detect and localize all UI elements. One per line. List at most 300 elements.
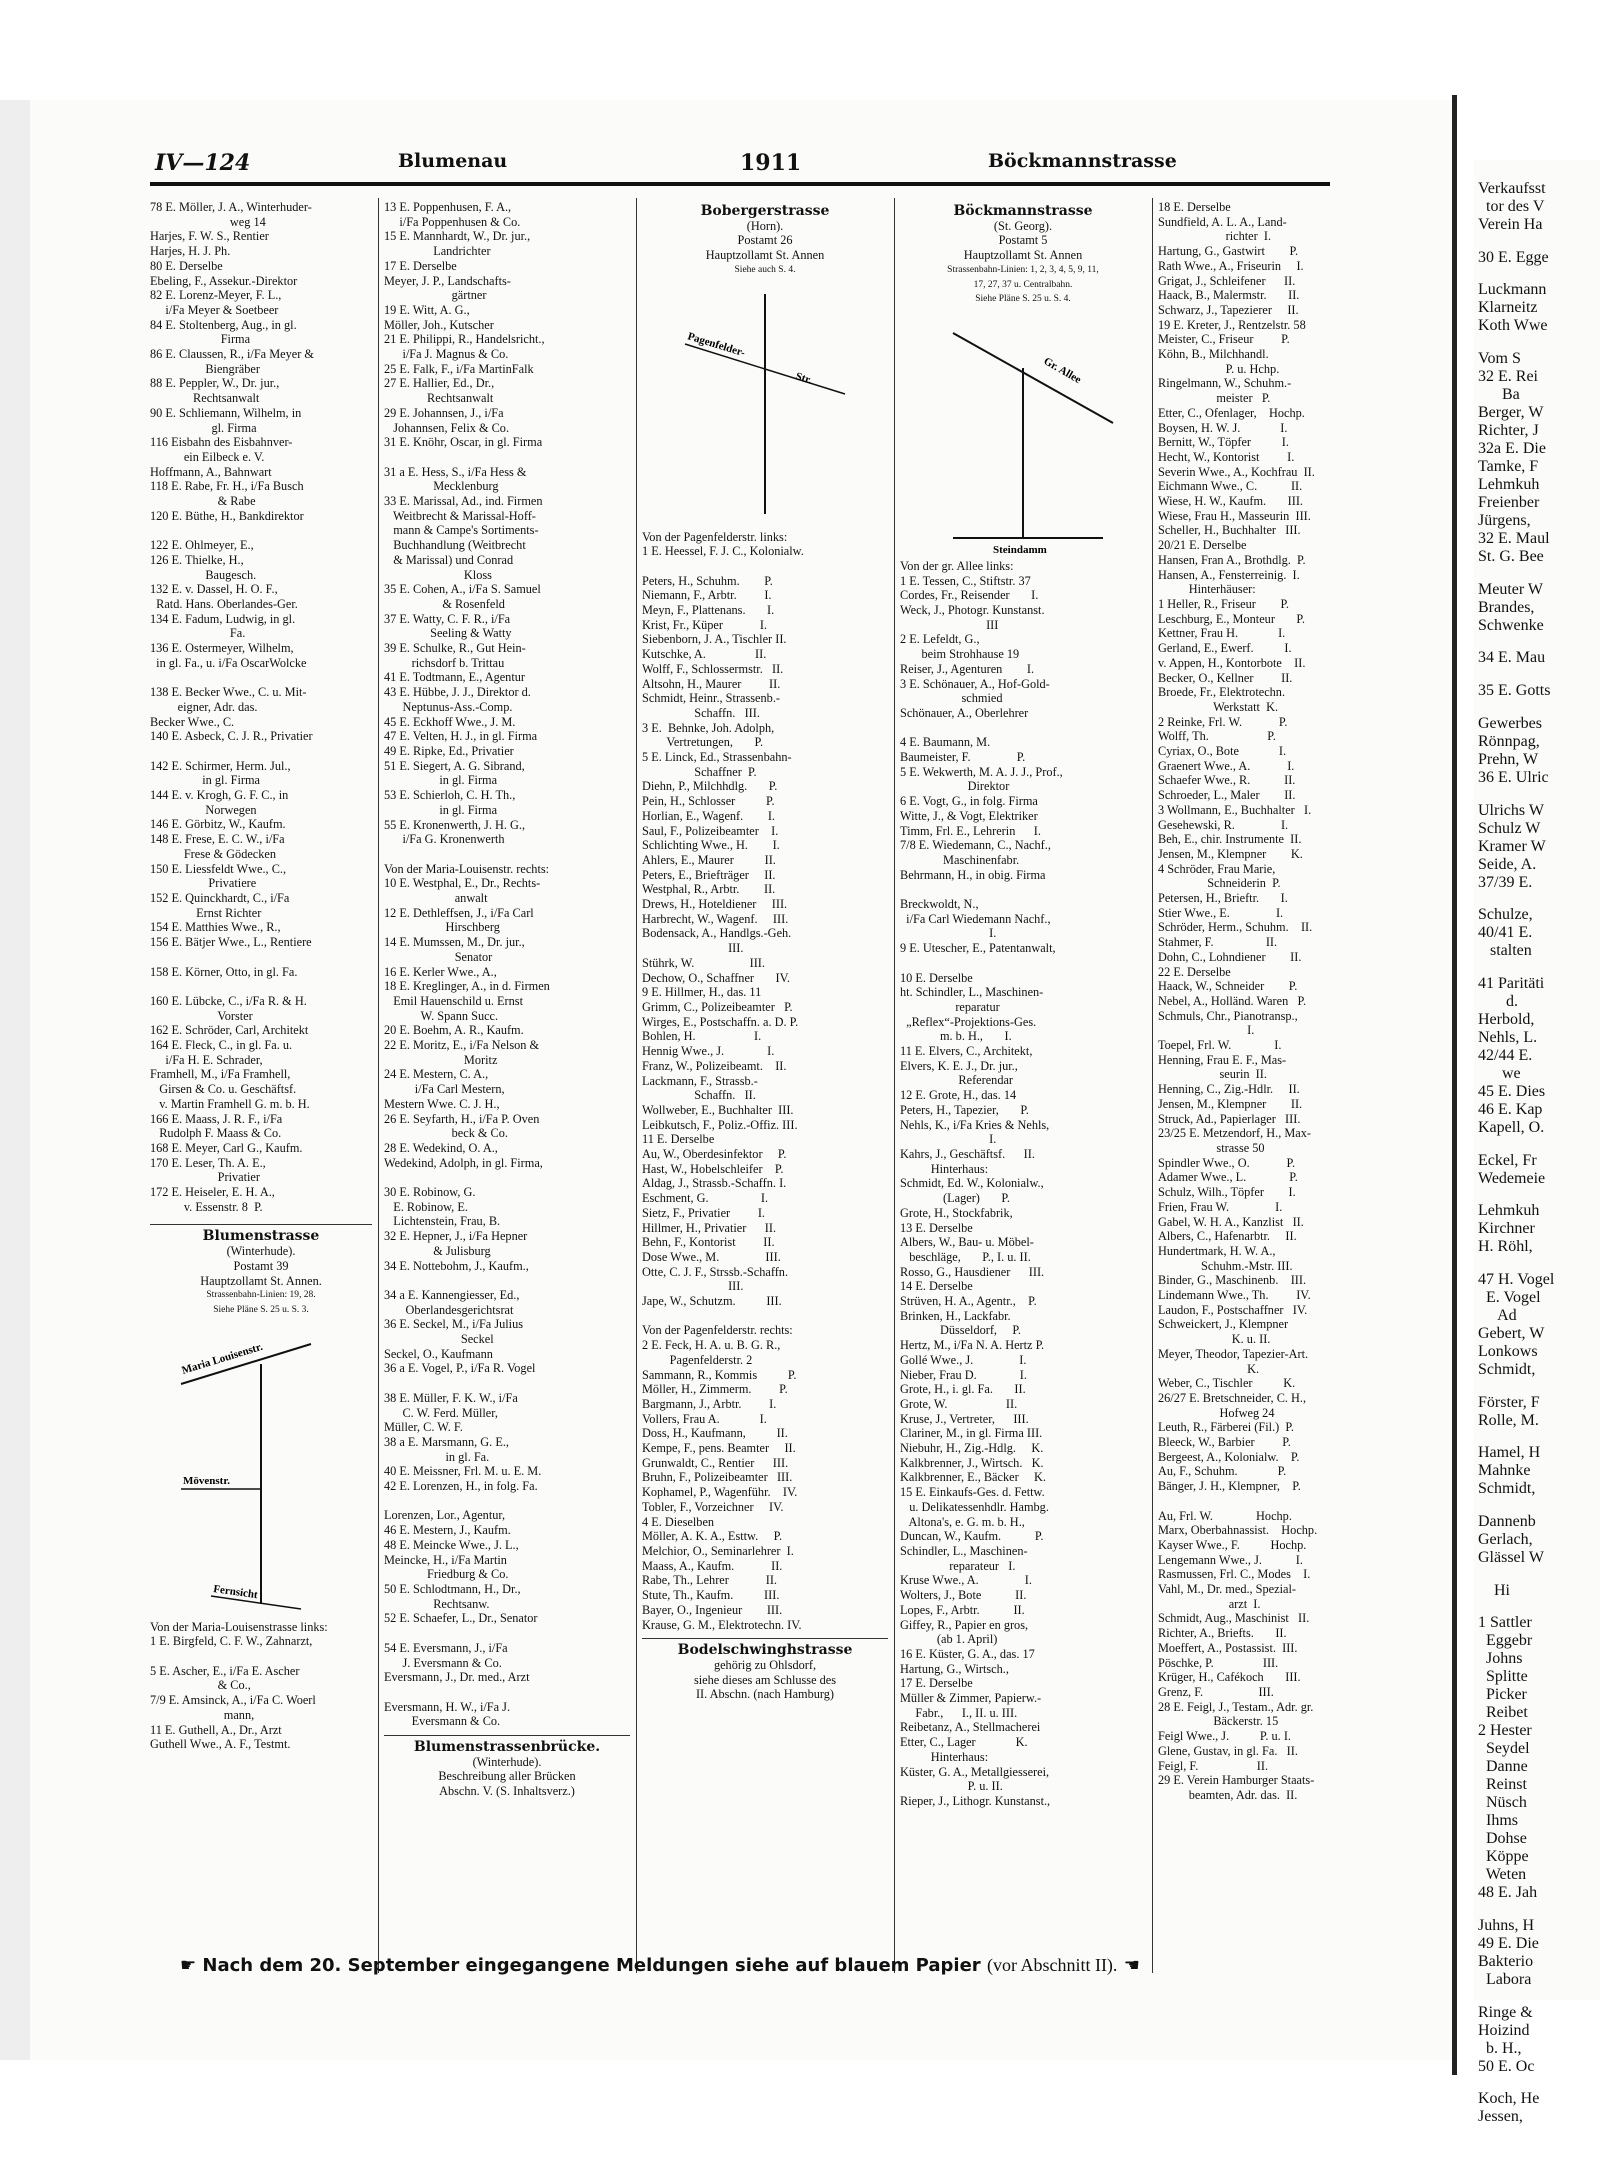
directory-line: Peters, H., Tapezier, P.: [900, 1102, 1029, 1117]
directory-line: [1478, 1256, 1600, 1271]
directory-line: Melchior, O., Seminarlehrer I.: [642, 1544, 794, 1558]
directory-line: Von der Pagenfelderstr. links:: [642, 529, 788, 544]
directory-line: Sietz, F., Privatier I.: [642, 1205, 765, 1220]
boeckmannstrasse-zollamt: Hauptzollamt St. Annen: [963, 248, 1083, 263]
directory-line: Bruhn, F., Polizeibeamter III.: [642, 1470, 793, 1485]
directory-line: seurin II.: [1158, 1067, 1267, 1082]
directory-line: Kayser Wwe., F. Hochp.: [1158, 1537, 1307, 1552]
directory-line: Schmidt, Heinr., Strassenb.-: [642, 691, 780, 706]
directory-line: reparateur I.: [900, 1558, 1016, 1573]
directory-line: 19 E. Witt, A. G.,: [384, 302, 470, 317]
directory-line: Schuhm.-Mstr. III.: [1158, 1258, 1293, 1273]
directory-line: Lonkows: [1478, 1342, 1538, 1360]
directory-line: Picker: [1478, 1686, 1527, 1704]
directory-line: St. G. Bee: [1478, 548, 1544, 566]
directory-line: Seydel: [1478, 1740, 1530, 1758]
directory-line: J. Eversmann & Co.: [384, 1655, 502, 1670]
directory-line: Möller, H., Zimmerm. P.: [642, 1382, 788, 1397]
directory-line: 5 E. Wekwerth, M. A. J. J., Prof.,: [900, 764, 1063, 779]
directory-line: Harbrecht, W., Wagenf. III.: [642, 911, 789, 926]
directory-line: Schmidt, Ed. W., Kolonialw.,: [900, 1176, 1044, 1191]
directory-line: Graenert Wwe., A. I.: [1158, 758, 1295, 773]
directory-line: Peters, E., Briefträger II.: [642, 867, 776, 882]
directory-line: 4 E. Baumann, M.: [900, 735, 991, 750]
directory-line: Reibetanz, A., Stellmacherei: [900, 1720, 1041, 1735]
directory-line: Becker Wwe., C.: [150, 714, 235, 729]
directory-line: 2 E. Feck, H. A. u. B. G. R.,: [642, 1338, 781, 1353]
directory-line: Direktor: [900, 779, 1010, 794]
directory-line: 32 E. Rei: [1478, 368, 1538, 386]
directory-line: [150, 1649, 372, 1664]
directory-line: Schwarz, J., Tapezierer II.: [1158, 302, 1299, 317]
directory-line: stalten: [1478, 942, 1532, 960]
directory-line: Hillmer, H., Privatier II.: [642, 1220, 777, 1235]
directory-line: [1478, 1989, 1600, 2004]
directory-line: Otte, C. J. F., Strssb.-Schaffn.: [642, 1264, 789, 1279]
directory-line: 14 E. Derselbe: [900, 1279, 973, 1294]
directory-line: 46 E. Mestern, J., Kaufm.: [384, 1523, 511, 1538]
directory-line: [150, 670, 372, 685]
map-label-moevenstr: Mövenstr.: [183, 1474, 230, 1487]
directory-line: Marx, Oberbahnassist. Hochp.: [1158, 1523, 1318, 1538]
directory-line: Hoizind: [1478, 2021, 1530, 2039]
directory-line: Oberlandesgerichtsrat: [384, 1302, 514, 1317]
column-4: [900, 200, 1146, 1940]
directory-line: Fabr., I., II. u. III.: [900, 1705, 1018, 1720]
directory-line: Prehn, W: [1478, 750, 1539, 768]
directory-line: 20/21 E. Derselbe: [1158, 538, 1247, 553]
directory-line: 18 E. Derselbe: [1158, 200, 1231, 214]
directory-line: Danne: [1478, 1758, 1528, 1776]
directory-line: Schmidt,: [1478, 1480, 1536, 1498]
directory-line: 11 E. Derselbe: [642, 1132, 715, 1147]
directory-line: beschläge, P., I. u. II.: [900, 1249, 1031, 1264]
directory-line: Girsen & Co. u. Geschäftsf.: [150, 1082, 297, 1097]
directory-line: Gerland, E., Ewerf. I.: [1158, 641, 1292, 656]
directory-line: Hartung, G., Wirtsch.,: [900, 1661, 1009, 1676]
directory-line: 47 H. Vogel: [1478, 1270, 1555, 1288]
directory-line: Schaefer Wwe., R. II.: [1158, 773, 1296, 788]
directory-line: Bodensack, A., Handlgs.-Geh.: [642, 926, 792, 941]
directory-line: Severin Wwe., A., Kochfrau II.: [1158, 464, 1315, 479]
directory-line: „Reflex“-Projektions-Ges.: [900, 1014, 1037, 1029]
directory-line: in gl. Firma: [150, 773, 260, 788]
directory-line: 1 Heller, R., Friseur P.: [1158, 596, 1290, 611]
directory-line: Hertz, M., i/Fa N. A. Hertz P.: [900, 1338, 1045, 1353]
directory-line: I.: [900, 926, 997, 941]
directory-line: Meyer, J. P., Landschafts-: [384, 273, 511, 288]
directory-line: [1158, 1494, 1404, 1509]
directory-line: III.: [642, 941, 744, 956]
directory-line: Eichmann Wwe., C. II.: [1158, 479, 1303, 494]
directory-line: 40 E. Meissner, Frl. M. u. E. M.: [384, 1464, 542, 1479]
directory-line: Hinterhaus:: [900, 1161, 989, 1176]
directory-line: Clariner, M., in gl. Firma III.: [900, 1426, 1043, 1441]
directory-line: Baugesch.: [150, 567, 257, 582]
bodelschwingh-text-1: gehörig zu Ohlsdorf,: [713, 1657, 817, 1672]
directory-line: Nieber, Frau D. I.: [900, 1367, 1027, 1382]
directory-line: [150, 950, 372, 965]
directory-line: Guthell Wwe., A. F., Testmt.: [150, 1737, 291, 1752]
directory-line: Moeffert, A., Postassist. III.: [1158, 1640, 1298, 1655]
directory-line: 30 E. Egge: [1478, 248, 1549, 266]
directory-line: Lehmkuh: [1478, 476, 1540, 494]
directory-line: Buchhandlung (Weitbrecht: [384, 538, 526, 553]
directory-line: i/Fa J. Magnus & Co.: [384, 347, 509, 362]
directory-line: K.: [1158, 1361, 1260, 1376]
directory-line: Koth Wwe: [1478, 317, 1548, 335]
directory-line: 31 E. Knöhr, Oscar, in gl. Firma: [384, 435, 543, 450]
directory-line: 34 a E. Kannengiesser, Ed.,: [384, 1287, 520, 1302]
directory-line: Framhell, M., i/Fa Framhell,: [150, 1067, 291, 1082]
directory-line: Herbold,: [1478, 1010, 1535, 1028]
directory-line: 24 E. Mestern, C. A.,: [384, 1067, 489, 1082]
directory-line: Hoffmann, A., Bahnwart: [150, 464, 272, 479]
directory-line: Haack, W., Schneider P.: [1158, 979, 1298, 994]
directory-line: 26 E. Seyfarth, H., i/Fa P. Oven: [384, 1111, 540, 1126]
directory-line: i/Fa H. E. Schrader,: [150, 1052, 263, 1067]
directory-line: Stute, Th., Kaufm. III.: [642, 1588, 780, 1603]
directory-line: Binder, G., Maschinenb. III.: [1158, 1273, 1307, 1288]
directory-line: Splitte: [1478, 1668, 1528, 1686]
directory-line: Kalkbrenner, J., Wirtsch. K.: [900, 1455, 1044, 1470]
directory-line: Nehls, L.: [1478, 1028, 1538, 1046]
directory-line: ein Eilbeck e. V.: [150, 449, 265, 464]
directory-line: Biengräber: [150, 361, 260, 376]
directory-line: 55 E. Kronenwerth, J. H. G.,: [384, 817, 526, 832]
directory-line: [384, 1376, 630, 1391]
directory-line: m. b. H., I.: [900, 1029, 1012, 1044]
directory-line: Hast, W., Hobelschleifer P.: [642, 1161, 784, 1176]
directory-line: 35 E. Gotts: [1478, 682, 1551, 700]
directory-line: Müller & Zimmer, Papierw.-: [900, 1691, 1042, 1706]
directory-line: 26/27 E. Bretschneider, C. H.,: [1158, 1390, 1307, 1405]
directory-line: Meyn, F., Plattenans. I.: [642, 603, 775, 618]
bodelschwingh-text-2: siehe dieses am Schlusse des: [693, 1672, 837, 1687]
directory-line: Kettner, Frau H. I.: [1158, 626, 1286, 641]
directory-line: Hi: [1478, 1581, 1510, 1599]
directory-line: I.: [900, 1132, 997, 1147]
directory-line: 45 E. Eckhoff Wwe., J. M.: [384, 714, 516, 729]
directory-line: [900, 882, 1146, 897]
directory-line: Niebuhr, H., Zig.-Hdlg. K.: [900, 1441, 1044, 1456]
directory-line: 166 E. Maass, J. R. F., i/Fa: [150, 1111, 283, 1126]
column-1: [150, 200, 372, 1940]
directory-line: in gl. Fa., u. i/Fa OscarWolcke: [150, 655, 307, 670]
directory-line: mann & Campe's Sortiments-: [384, 523, 539, 538]
boeckmannstrasse-street-map: [923, 313, 1123, 556]
directory-line: 53 E. Schierloh, C. H. Th.,: [384, 788, 516, 803]
directory-line: Von der Pagenfelderstr. rechts:: [642, 1323, 793, 1338]
directory-line: Grote, H., i. gl. Fa. II.: [900, 1382, 1026, 1397]
directory-line: i/Fa Carl Mestern,: [384, 1082, 505, 1097]
directory-line: Lackmann, F., Strassb.-: [642, 1073, 758, 1088]
pointing-hand-icon: ☛: [180, 1955, 203, 1976]
directory-line: Bleeck, W., Barbier P.: [1158, 1435, 1291, 1450]
directory-line: Feigl, F. II.: [1158, 1758, 1269, 1773]
directory-line: 35 E. Cohen, A., i/Fa S. Samuel: [384, 582, 541, 597]
directory-line: 17 E. Derselbe: [384, 258, 457, 273]
directory-line: 47 E. Velten, H. J., in gl. Firma: [384, 729, 538, 744]
directory-line: [1478, 2076, 1600, 2091]
directory-line: 136 E. Ostermeyer, Wilhelm,: [150, 641, 294, 656]
directory-line: 31 a E. Hess, S., i/Fa Hess &: [384, 464, 527, 479]
directory-line: 7/8 E. Wiedemann, C., Nachf.,: [900, 838, 1051, 853]
directory-line: 150 E. Liessfeldt Wwe., C.,: [150, 861, 287, 876]
directory-line: 14 E. Mumssen, M., Dr. jur.,: [384, 935, 525, 950]
footer-note: [180, 1955, 1140, 1976]
map-label-pagenfelder: Pagenfelder-: [686, 329, 747, 359]
directory-line: Lehmkuh: [1478, 1202, 1540, 1220]
directory-line: 156 E. Bätjer Wwe., L., Rentiere: [150, 935, 312, 950]
directory-line: Freienber: [1478, 494, 1540, 512]
directory-line: beim Strohhause 19: [900, 647, 1020, 662]
directory-line: Struck, Ad., Papierlager III.: [1158, 1111, 1301, 1126]
blumenstrasse-plan: Siehe Pläne S. 25 u. S. 3.: [213, 1304, 309, 1315]
directory-line: 116 Eisbahn des Eisbahnver-: [150, 435, 293, 450]
directory-line: [1478, 1137, 1600, 1152]
directory-line: Krause, G. M., Elektrotechn. IV.: [642, 1617, 802, 1632]
directory-line: Meincke, H., i/Fa Martin: [384, 1552, 507, 1567]
directory-line: 17 E. Derselbe: [900, 1676, 973, 1691]
footer-text: Nach dem 20. September eingegangene Meldungen siehe auf blauem Papier: [202, 1955, 981, 1976]
directory-line: 118 E. Rabe, Fr. H., i/Fa Busch: [150, 479, 304, 494]
directory-line: 140 E. Asbeck, C. J. R., Privatier: [150, 729, 313, 744]
directory-line: [1478, 566, 1600, 581]
directory-line: 34 E. Mau: [1478, 649, 1546, 667]
directory-line: Timm, Frl. E., Lehrerin I.: [900, 823, 1041, 838]
boeckmannstrasse-district: (St. Georg).: [993, 218, 1053, 233]
directory-line: Von der Maria-Louisenstr. rechts:: [384, 861, 550, 876]
directory-line: Referendar: [900, 1073, 1014, 1088]
directory-line: 168 E. Meyer, Carl G., Kaufm.: [150, 1140, 303, 1155]
directory-line: [1478, 1379, 1600, 1394]
directory-line: Frien, Frau W. I.: [1158, 1199, 1283, 1214]
directory-line: Rechtsanwalt: [384, 391, 494, 406]
directory-line: Kramer W: [1478, 837, 1546, 855]
directory-line: v. Martin Framhell G. m. b. H.: [150, 1096, 310, 1111]
directory-line: Brandes,: [1478, 598, 1535, 616]
directory-line: [150, 744, 372, 759]
directory-line: u. Delikatessenhdlr. Hambg.: [900, 1499, 1049, 1514]
directory-line: 22 E. Derselbe: [1158, 964, 1231, 979]
directory-line: in gl. Firma: [384, 773, 498, 788]
directory-line: Brinken, H., Lackfabr.: [900, 1308, 1011, 1323]
directory-line: Cordes, Fr., Reisender I.: [900, 588, 1039, 603]
directory-line: Nebel, A., Holländ. Waren P.: [1158, 993, 1307, 1008]
directory-line: Bäckerstr. 15: [1158, 1714, 1279, 1729]
directory-line: 28 E. Feigl, J., Testam., Adr. gr.: [1158, 1699, 1314, 1714]
directory-line: [1478, 267, 1600, 282]
directory-line: 162 E. Schröder, Carl, Architekt: [150, 1023, 309, 1038]
directory-line: Drews, H., Hoteldiener III.: [642, 897, 788, 912]
directory-line: 2 Hester: [1478, 1722, 1532, 1740]
directory-line: E. Robinow, E.: [384, 1199, 468, 1214]
directory-line: d.: [1478, 992, 1518, 1010]
directory-line: Richter, A., Briefts. II.: [1158, 1626, 1287, 1641]
column-5-entries: [1158, 200, 1404, 1803]
directory-line: 52 E. Schaefer, L., Dr., Senator: [384, 1611, 538, 1626]
directory-line: 36 E. Ulric: [1478, 768, 1549, 786]
directory-line: [900, 721, 1146, 736]
directory-line: Hecht, W., Kontorist I.: [1158, 449, 1295, 464]
directory-line: [1478, 960, 1600, 975]
directory-line: Dohn, C., Lohndiener II.: [1158, 949, 1302, 964]
directory-line: 3 E. Schönauer, A., Hof-Gold-: [900, 676, 1050, 691]
directory-line: 3 Wollmann, E., Buchhalter I.: [1158, 802, 1312, 817]
directory-line: Haack, B., Malermstr. II.: [1158, 288, 1300, 303]
blumenstrasse-title: Blumenstrasse: [202, 1228, 320, 1245]
directory-line: Wiese, H. W., Kaufm. III.: [1158, 494, 1303, 509]
directory-line: mann,: [150, 1707, 255, 1722]
directory-line: Neptunus-Ass.-Comp.: [384, 699, 513, 714]
directory-line: 48 E. Jah: [1478, 1884, 1538, 1902]
directory-line: 2 E. Lefeldt, G.,: [900, 632, 980, 647]
directory-line: Maschinenfabr.: [900, 852, 1020, 867]
directory-line: 11 E. Elvers, C., Architekt,: [900, 1044, 1033, 1059]
directory-line: 10 E. Westphal, E., Dr., Rechts-: [384, 876, 541, 891]
directory-line: Möller, Joh., Kutscher: [384, 317, 494, 332]
directory-line: i/Fa G. Kronenwerth: [384, 832, 505, 847]
directory-line: Adamer Wwe., L. P.: [1158, 1170, 1298, 1185]
directory-line: Rieper, J., Lithogr. Kunstanst.,: [900, 1793, 1051, 1808]
directory-line: Fa.: [150, 626, 246, 641]
directory-line: anwalt: [384, 891, 488, 906]
directory-line: 164 E. Fleck, C., in gl. Fa. u.: [150, 1038, 293, 1052]
directory-line: Peters, H., Schuhm. P.: [642, 573, 773, 588]
directory-line: Ringe &: [1478, 2003, 1533, 2021]
directory-line: 29 E. Verein Hamburger Staats-: [1158, 1773, 1315, 1788]
directory-line: Hartung, G., Gastwirt P.: [1158, 244, 1299, 259]
directory-line: 49 E. Die: [1478, 1935, 1539, 1953]
directory-line: [384, 1170, 630, 1185]
directory-line: Luckmann: [1478, 281, 1547, 299]
map-label-steindamm: Steindamm: [993, 543, 1047, 556]
directory-line: Harjes, H. J. Ph.: [150, 244, 231, 259]
directory-line: Weber, C., Tischler K.: [1158, 1376, 1296, 1391]
bodelschwingh-text-3: II. Abschn. (nach Hamburg): [695, 1687, 835, 1702]
directory-line: 12 E. Grote, H., das. 14: [900, 1088, 1017, 1103]
right-page-entries: [1474, 160, 1600, 2126]
directory-line: Rasmussen, Frl. C., Modes I.: [1158, 1567, 1311, 1582]
directory-line: Seide, A.: [1478, 855, 1537, 873]
directory-line: [150, 523, 372, 538]
directory-line: Wolters, J., Bote II.: [900, 1588, 1027, 1603]
directory-line: Leibkutsch, F., Poliz.-Offiz. III.: [642, 1117, 798, 1132]
directory-line: gärtner: [384, 288, 487, 303]
directory-line: Jensen, M., Klempner K.: [1158, 846, 1303, 861]
bodelschwinghstrasse-title: Bodelschwinghstrasse: [677, 1642, 853, 1659]
header-rule: [150, 182, 1330, 186]
directory-line: Hinterhaus:: [900, 1749, 989, 1764]
directory-line: Von der Maria-Louisenstrasse links:: [150, 1619, 328, 1634]
directory-line: Dannenb: [1478, 1513, 1536, 1530]
directory-line: Ulrichs W: [1478, 801, 1544, 819]
directory-line: 32 E. Maul: [1478, 530, 1550, 548]
directory-line: Altona's, e. G. m. b. H.,: [900, 1514, 1025, 1529]
directory-line: Kahrs, J., Geschäftsf. II.: [900, 1147, 1035, 1161]
directory-line: Rath Wwe., A., Friseurin I.: [1158, 258, 1304, 273]
book-gutter: [1452, 95, 1457, 2075]
directory-line: Labora: [1478, 1971, 1532, 1989]
directory-line: Siebenborn, J. A., Tischler II.: [642, 632, 787, 647]
directory-line: Horlian, E., Wagenf. I.: [642, 808, 775, 823]
directory-line: Hamel, H: [1478, 1444, 1541, 1462]
directory-line: gl. Firma: [150, 420, 257, 435]
directory-line: Johannsen, Felix & Co.: [384, 420, 510, 435]
directory-line: reparatur: [900, 999, 1000, 1014]
directory-line: 160 E. Lübcke, C., i/Fa R. & H.: [150, 993, 307, 1008]
directory-line: Schulz, Wilh., Töpfer I.: [1158, 1185, 1296, 1200]
directory-line: [1478, 667, 1600, 682]
directory-line: 12 E. Dethleffsen, J., i/Fa Carl: [384, 905, 534, 920]
directory-line: beck & Co.: [384, 1126, 508, 1141]
blumenstrasse-zollamt: Hauptzollamt St. Annen.: [200, 1273, 322, 1288]
column-2-entries: [384, 200, 630, 1729]
directory-line: Lopes, F., Arbtr. II.: [900, 1602, 1025, 1617]
directory-line: 5 E. Ascher, E., i/Fa E. Ascher: [150, 1663, 300, 1678]
directory-line: Henning, Frau E. F., Mas-: [1158, 1052, 1287, 1067]
directory-line: Dechow, O., Schaffner IV.: [642, 970, 790, 985]
directory-line: Ebeling, F., Assekur.-Direktor: [150, 273, 298, 288]
directory-line: Gesehewski, R. I.: [1158, 817, 1289, 832]
directory-line: Toepel, Frl. W. I.: [1158, 1038, 1282, 1053]
directory-line: 7/9 E. Amsinck, A., i/Fa C. Woerl: [150, 1693, 316, 1708]
directory-line: 20 E. Boehm, A. R., Kaufm.: [384, 1023, 524, 1038]
directory-line: tor des V: [1478, 198, 1545, 215]
directory-line: Grimm, C., Polizeibeamter P.: [642, 1000, 793, 1014]
directory-line: Rönnpag,: [1478, 732, 1540, 750]
boeckmannstrasse-tram-lines: Strassenbahn-Linien: 1, 2, 3, 4, 5, 9, 11,: [947, 264, 1099, 275]
directory-line: (Lager) P.: [900, 1191, 1010, 1206]
directory-line: Sundfield, A. L. A., Land-: [1158, 214, 1287, 229]
directory-line: Weten: [1478, 1866, 1527, 1884]
bobergerstrasse-siehe: Siehe auch S. 4.: [734, 264, 796, 275]
directory-line: 32a E. Die: [1478, 440, 1546, 458]
directory-line: Sammann, R., Kommis P.: [642, 1367, 797, 1382]
directory-line: E. Vogel: [1478, 1288, 1541, 1306]
directory-line: 170 E. Leser, Th. A. E.,: [150, 1155, 266, 1170]
directory-line: Müller, C. W. F.: [384, 1420, 463, 1435]
directory-line: Gebert, W: [1478, 1324, 1545, 1342]
directory-line: & Julisburg: [384, 1243, 491, 1258]
directory-line: 54 E. Eversmann, J., i/Fa: [384, 1640, 508, 1655]
column-3: [642, 200, 888, 1940]
directory-line: 37 E. Watty, C. F. R., i/Fa: [384, 611, 511, 626]
directory-line: b. H.,: [1478, 2039, 1522, 2057]
boeckmannstrasse-postamt: Postamt 5: [998, 233, 1048, 248]
boeckmannstrasse-title: Böckmannstrasse: [953, 203, 1093, 219]
directory-line: 37/39 E.: [1478, 873, 1533, 891]
directory-line: [1478, 1902, 1600, 1917]
directory-line: Stier Wwe., E. I.: [1158, 905, 1284, 920]
bobergerstrasse-street-map: [665, 284, 865, 524]
directory-line: Küster, G. A., Metallgiesserei,: [900, 1764, 1050, 1779]
directory-line: 152 E. Quinckhardt, C., i/Fa: [150, 891, 290, 905]
directory-line: Henning, C., Zig.-Hdlr. II.: [1158, 1082, 1300, 1097]
directory-line: Krüger, H., Cafékoch III.: [1158, 1670, 1301, 1685]
directory-line: Köhn, B., Milchhandl.: [1158, 347, 1269, 362]
column-1-entries: [150, 200, 372, 1214]
directory-line: Hennig Wwe., J. I.: [642, 1044, 775, 1059]
bridge-text-2: Abschn. V. (S. Inhaltsverz.): [439, 1784, 575, 1799]
directory-line: 43 E. Hübbe, J. J., Direktor d.: [384, 685, 531, 700]
directory-line: Boysen, H. W. J. I.: [1158, 420, 1288, 435]
directory-line: Jensen, M., Klempner II.: [1158, 1096, 1303, 1111]
directory-line: Spindler Wwe., O. P.: [1158, 1155, 1296, 1170]
bridge-district: (Winterhude).: [472, 1754, 542, 1769]
directory-line: Schulz W: [1478, 819, 1541, 837]
